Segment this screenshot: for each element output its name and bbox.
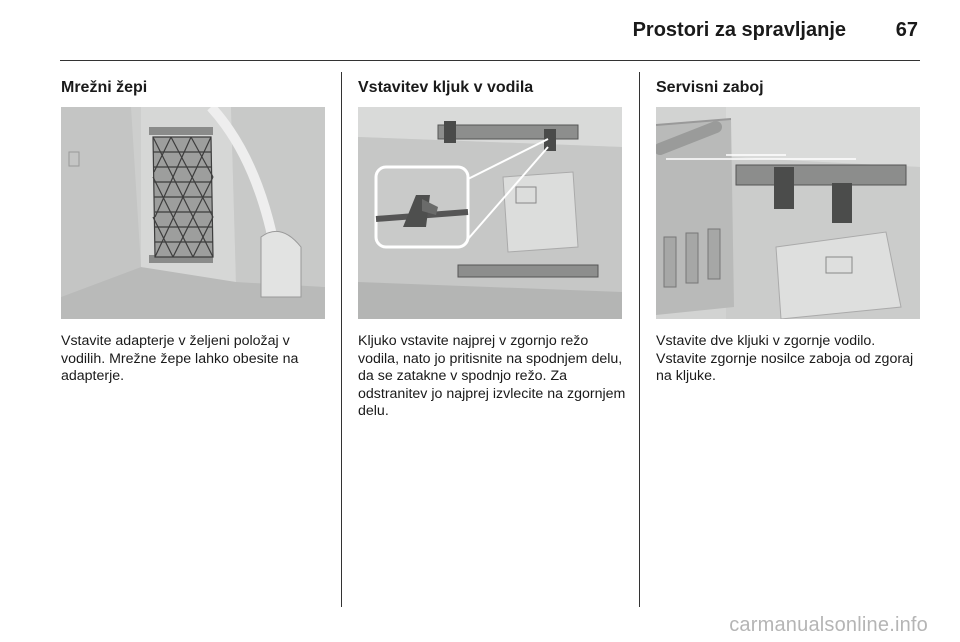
section-text: Vstavite dve kljuki v zgornje vodilo. Vstavite zgornje nosilce zaboja od zgoraj na kljuke. [656, 333, 914, 384]
section-body [61, 333, 331, 386]
page-header [60, 0, 920, 61]
section-title: Servisni zaboj [656, 79, 764, 96]
section-body [358, 333, 628, 421]
section-title: Mrežni žepi [61, 79, 148, 96]
section-service-box [656, 76, 920, 384]
section-title: Vstavitev kljuk v vodila [358, 79, 534, 96]
column-divider [639, 72, 640, 607]
section-hooks-in-rails [358, 76, 626, 419]
page-number: 67 [895, 19, 918, 41]
service-box-illustration [656, 107, 920, 319]
watermark-text: carmanualsonline.info [729, 614, 928, 636]
section-body [656, 333, 926, 386]
hook-rail-illustration [358, 107, 622, 319]
section-text: Vstavite adapterje v željeni položaj v vodilih. Mrežne žepe lahko obesite na adapterje. [61, 333, 299, 384]
section-net-pockets [61, 76, 325, 384]
net-pocket-illustration [61, 107, 325, 319]
column-divider [341, 72, 342, 607]
section-text: Kljuko vstavite najprej v zgornjo režo vodila, nato jo pritisnite na spodnjem delu, da se zatakne v spodnjo režo. Za odstranitev jo najprej izvlecite na zgornjem delu. [358, 333, 626, 419]
page-header-title: Prostori za spravljanje [632, 19, 846, 41]
